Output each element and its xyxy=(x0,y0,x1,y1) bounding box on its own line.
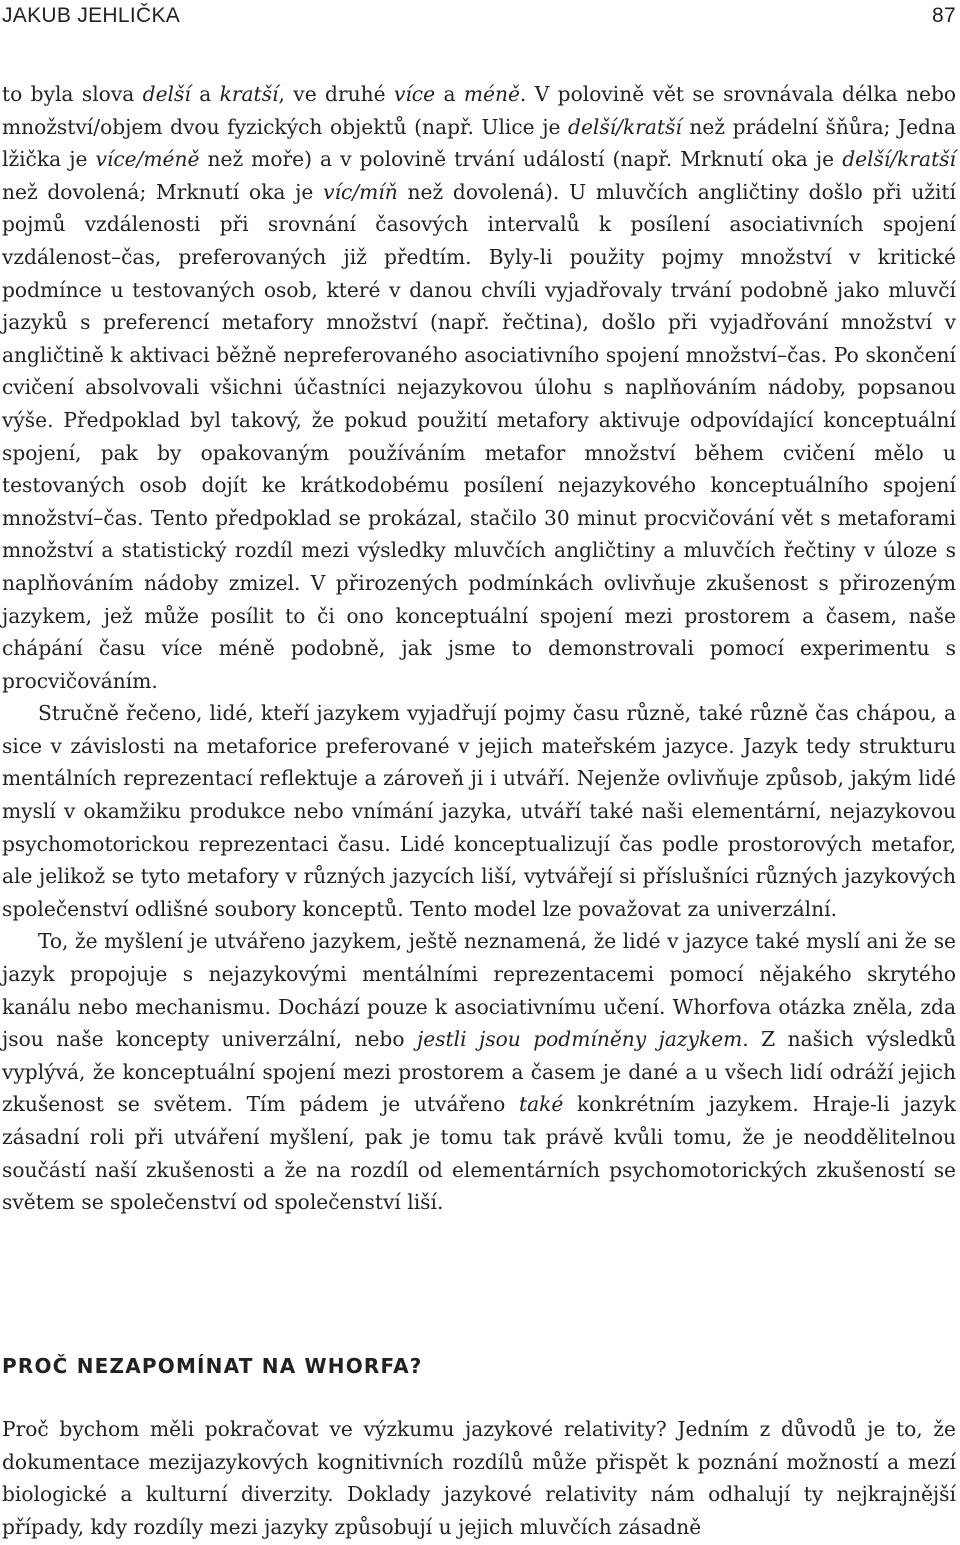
section-text xyxy=(2,1413,956,1543)
emphasized-text: delší xyxy=(142,82,191,106)
author-name: JAKUB JEHLIČKA xyxy=(2,4,181,27)
section-heading: PROČ NEZAPOMÍNAT NA WHORFA? xyxy=(2,1354,423,1378)
emphasized-text: více xyxy=(393,82,436,106)
page-number: 87 xyxy=(932,4,956,27)
emphasized-text: méně xyxy=(463,82,520,106)
emphasized-text: také xyxy=(519,1092,564,1117)
emphasized-text: jestli jsou podmíněny jazykem xyxy=(416,1027,743,1052)
emphasized-text: delší/kratší xyxy=(842,147,956,172)
emphasized-text: víc/míň xyxy=(323,179,398,204)
emphasized-text: kratší xyxy=(219,82,279,106)
paragraph: to byla slova delší a kratší, ve druhé více a méně. V polovině vět se srovnávala délka nebo množství/objem dvou fyzických objektů (např. Ulice je delší/kratší než prádelní šňůra; Jedna lžička je více/méně než moře) a v polovině trvání událostí (např. Mrknutí oka je delší/kratší než dovolená; Mrknutí oka je víc/míň než dovolená). U mluvčích angličtiny došlo při užití pojmů vzdálenosti při srovnání časových intervalů k posílení asociativních spojení vzdálenost–čas, preferovaných již předtím. Byly-li použity pojmy množství v kritické podmínce u testovaných osob, které v danou chvíli vyjadřovaly trvání podobně jako mluvčí jazyků s preferencí metafory množství (např. řečtina), došlo při vyjadřování množství v angličtině k aktivaci běžně nepreferovaného asociativního spojení množství–čas. Po skončení cvičení absolvovali všichni účastníci nejazykovou úlohu s naplňováním nádoby, popsanou výše. Předpoklad byl takový, že pokud použití metafory aktivuje odpovídající konceptuální spojení, pak by opakovaným používáním metafor množství během cvičení mělo u testovaných osob dojít ke krátkodobému posílení nejazykového konceptuálního spojení množství–čas. Tento předpoklad se prokázal, stačilo 30 minut procvičování vět s metaforami množství a statistický rozdíl mezi výsledky mluvčích angličtiny a mluvčích řečtiny v úloze s naplňováním nádoby zmizel. V přirozených podmínkách ovlivňuje zkušenost s přirozeným jazykem, jež může posílit to či ono konceptuální spojení mezi prostorem a časem, naše chápání času více méně podobně, jak jsme to demonstrovali pomocí experimentu s procvičováním. xyxy=(2,82,957,693)
main-text xyxy=(2,78,956,1219)
running-header xyxy=(2,4,956,34)
emphasized-text: delší/kratší xyxy=(568,114,682,139)
emphasized-text: více/méně xyxy=(95,147,200,172)
paragraph: Proč bychom měli pokračovat ve výzkumu jazykové relativity? Jedním z důvodů je to, že dokumentace mezijazykových kognitivních rozdílů může přispět k poznání možností a mezí biologické a kulturní diverzity. Doklady jazykové relativity nám odhalují ty nejkrajnější případy, kdy rozdíly mezi jazyky způsobují u jejich mluvčích zásadně xyxy=(2,1417,956,1539)
paragraph: To, že myšlení je utvářeno jazykem, ještě neznamená, že lidé v jazyce také myslí ani že se jazyk propojuje s nejazykovými mentálními reprezentacemi pomocí nějakého skrytého kanálu nebo mechanismu. Dochází pouze k asociativnímu učení. Whorfova otázka zněla, zda jsou naše koncepty univerzální, nebo jestli jsou podmíněny jazykem. Z našich výsledků vyplývá, že konceptuální spojení mezi prostorem a časem je dané a u všech lidí odráží jejich zkušenost se světem. Tím pádem je utvářeno také konkrétním jazykem. Hraje-li jazyk zásadní roli při utváření myšlení, pak je tomu tak právě kvůli tomu, že je neoddělitelnou součástí naší zkušenosti a že na rozdíl od elementárních psychomotorických zkušeností se světem se společenství od společenství liší. xyxy=(2,929,956,1215)
paragraph: Stručně řečeno, lidé, kteří jazykem vyjadřují pojmy času různě, také různě čas chápou, a sice v závislosti na metaforice preferované v jejich mateřském jazyce. Jazyk tedy strukturu mentálních reprezentací reflektuje a zároveň ji i utváří. Nejenže ovlivňuje způsob, jakým lidé myslí v okamžiku produkce nebo vnímání jazyka, utváří také naši elementární, nejazykovou psychomotorickou reprezentaci času. Lidé konceptualizují čas podle prostorových metafor, ale jelikož se tyto metafory v různých jazycích liší, vytvářejí si příslušníci různých jazykových společenství odlišné soubory konceptů. Tento model lze považovat za univerzální. xyxy=(2,701,956,921)
